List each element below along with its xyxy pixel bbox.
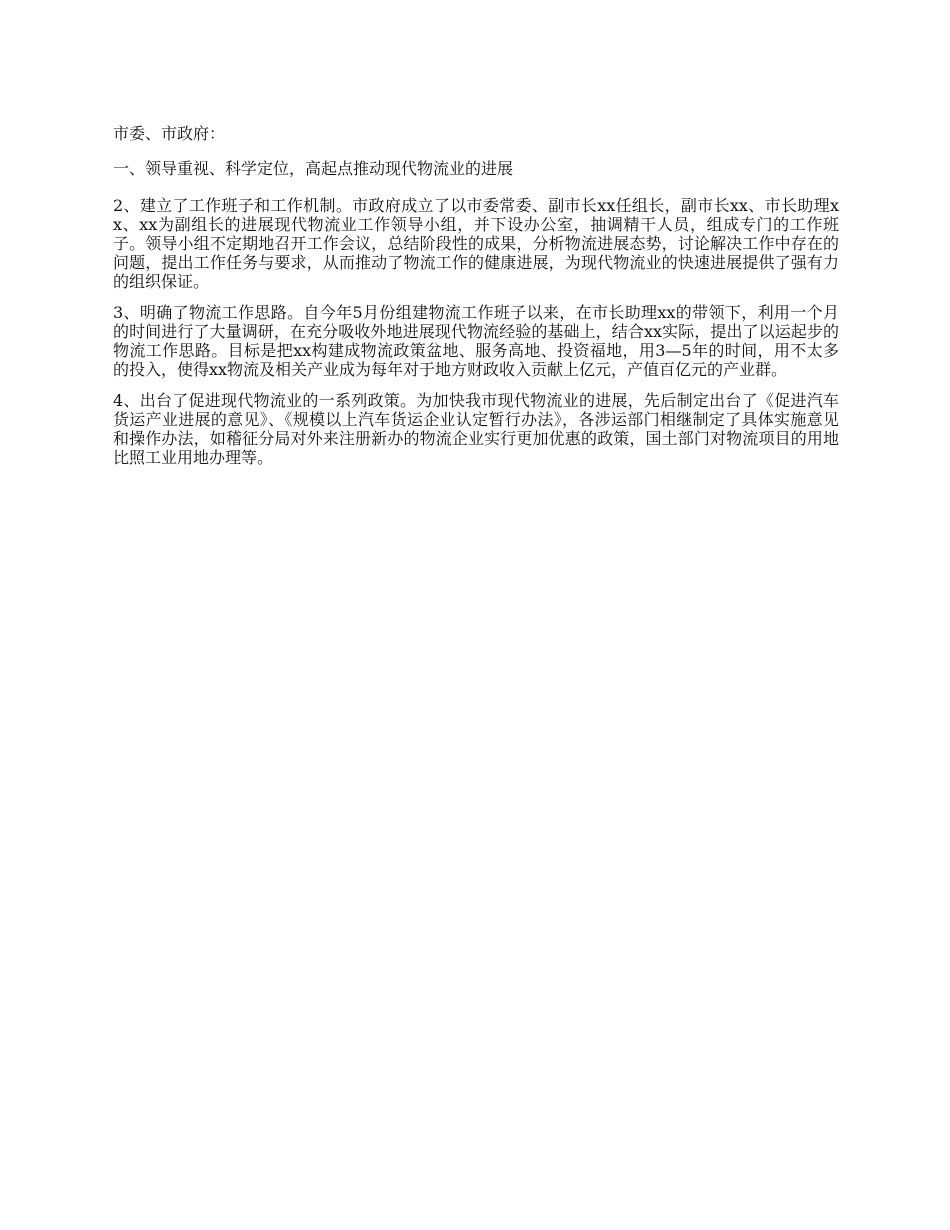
salutation: 市委、市政府： [113,124,226,143]
paragraph-4: 4、出台了促进现代物流业的一系列政策。为加快我市现代物流业的进展，先后制定出台了《促进汽车货运产业进展的意见》、《规模以上汽车货运企业认定暂行办法》，各涉运部门相继制定了具体实施意见和操作办法，如稽征分局对外来注册新办的物流企业实行更加优惠的政策，国土部门对物流项目的用地比照工业用地办理等。 [113,391,839,467]
document-body [113,124,839,479]
section-heading: 一、领导重视、科学定位，高起点推动现代物流业的进展 [113,159,514,178]
paragraph-3: 3、明确了物流工作思路。自今年5月份组建物流工作班子以来，在市长助理xx的带领下，利用一个月的时间进行了大量调研，在充分吸收外地进展现代物流经验的基础上，结合xx实际，提出了以运起步的物流工作思路。目标是把xx构建成物流政策盆地、服务高地、投资福地，用3—5年的时间，用不太多的投入，使得xx物流及相关产业成为每年对于地方财政收入贡献上亿元，产值百亿元的产业群。 [113,303,839,379]
paragraph-2: 2、建立了工作班子和工作机制。市政府成立了以市委常委、副市长xx任组长，副市长xx、市长助理xx、xx为副组长的进展现代物流业工作领导小组，并下设办公室，抽调精干人员，组成专门的工作班子。领导小组不定期地召开工作会议，总结阶段性的成果，分析物流进展态势，讨论解决工作中存在的问题，提出工作任务与要求，从而推动了物流工作的健康进展，为现代物流业的快速进展提供了强有力的组织保证。 [113,196,839,291]
